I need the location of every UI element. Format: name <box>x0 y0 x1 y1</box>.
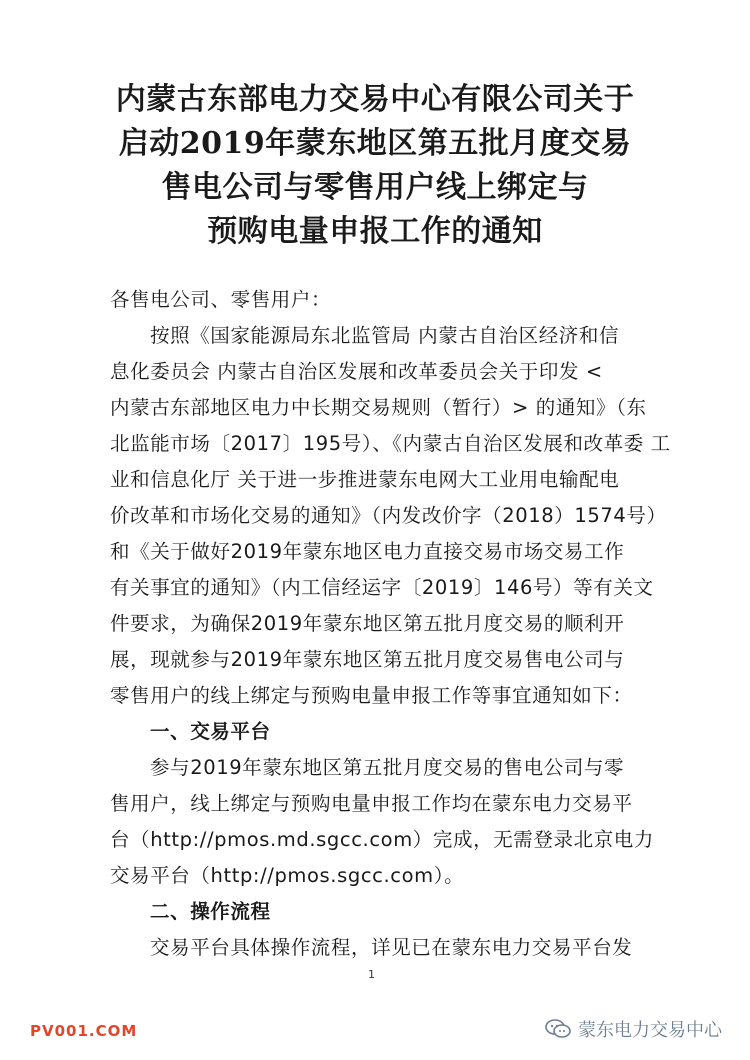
watermark-account-name: 蒙东电力交易中心 <box>578 1020 722 1041</box>
title-line-3: 售电公司与零售用户线上绑定与 <box>161 170 589 205</box>
paragraph-line: 息化委员会 内蒙古自治区发展和改革委员会关于印发 < <box>110 360 603 383</box>
paragraph-line: 按照《国家能源局东北监管局 内蒙古自治区经济和信 <box>150 324 620 347</box>
paragraph-line: 售用户，线上绑定与预购电量申报工作均在蒙东电力交易平 <box>110 792 633 815</box>
document-body <box>110 282 671 966</box>
watermark-account <box>544 1016 722 1042</box>
paragraph-line: 北监能市场〔2017〕195号）、《内蒙古自治区发展和改革委 工 <box>110 432 671 455</box>
wechat-icon <box>544 1018 572 1040</box>
title-line-1: 内蒙古东部电力交易中心有限公司关于 <box>115 82 635 117</box>
paragraph-line: 内蒙古东部地区电力中长期交易规则（暂行）> 的通知》（东 <box>110 396 647 419</box>
paragraph-line: 交易平台具体操作流程，详见已在蒙东电力交易平台发 <box>150 936 633 959</box>
paragraph-line: 和《关于做好2019年蒙东地区电力直接交易市场交易工作 <box>110 540 625 563</box>
paragraph-line: 交易平台（http://pmos.sgcc.com）。 <box>110 864 465 887</box>
paragraph-line: 件要求，为确保2019年蒙东地区第五批月度交易的顺利开 <box>110 612 625 635</box>
title-line-4: 预购电量申报工作的通知 <box>207 214 543 249</box>
section-heading-1: 一、交易平台 <box>150 720 271 743</box>
paragraph-line: 业和信息化厅 关于进一步推进蒙东电网大工业用电输配电 <box>110 468 620 491</box>
title-line-2: 启动2019年蒙东地区第五批月度交易 <box>118 126 632 161</box>
paragraph-line: 有关事宜的通知》（内工信经运字〔2019〕146号）等有关文 <box>110 576 654 599</box>
document-title <box>60 78 690 254</box>
watermark-site: PV001.COM <box>30 1022 138 1040</box>
paragraph-line: 参与2019年蒙东地区第五批月度交易的售电公司与零 <box>150 756 625 779</box>
section-heading-2: 二、操作流程 <box>150 900 271 923</box>
paragraph-line: 零售用户的线上绑定与预购电量申报工作等事宜通知如下： <box>110 684 633 707</box>
paragraph-line: 展，现就参与2019年蒙东地区第五批月度交易售电公司与 <box>110 648 625 671</box>
paragraph-line: 价改革和市场化交易的通知》（内发改价字（2018）1574号） <box>110 504 667 527</box>
salutation: 各售电公司、零售用户： <box>110 288 332 311</box>
page-number: 1 <box>368 968 375 981</box>
paragraph-line: 台（http://pmos.md.sgcc.com）完成，无需登录北京电力 <box>110 828 654 851</box>
